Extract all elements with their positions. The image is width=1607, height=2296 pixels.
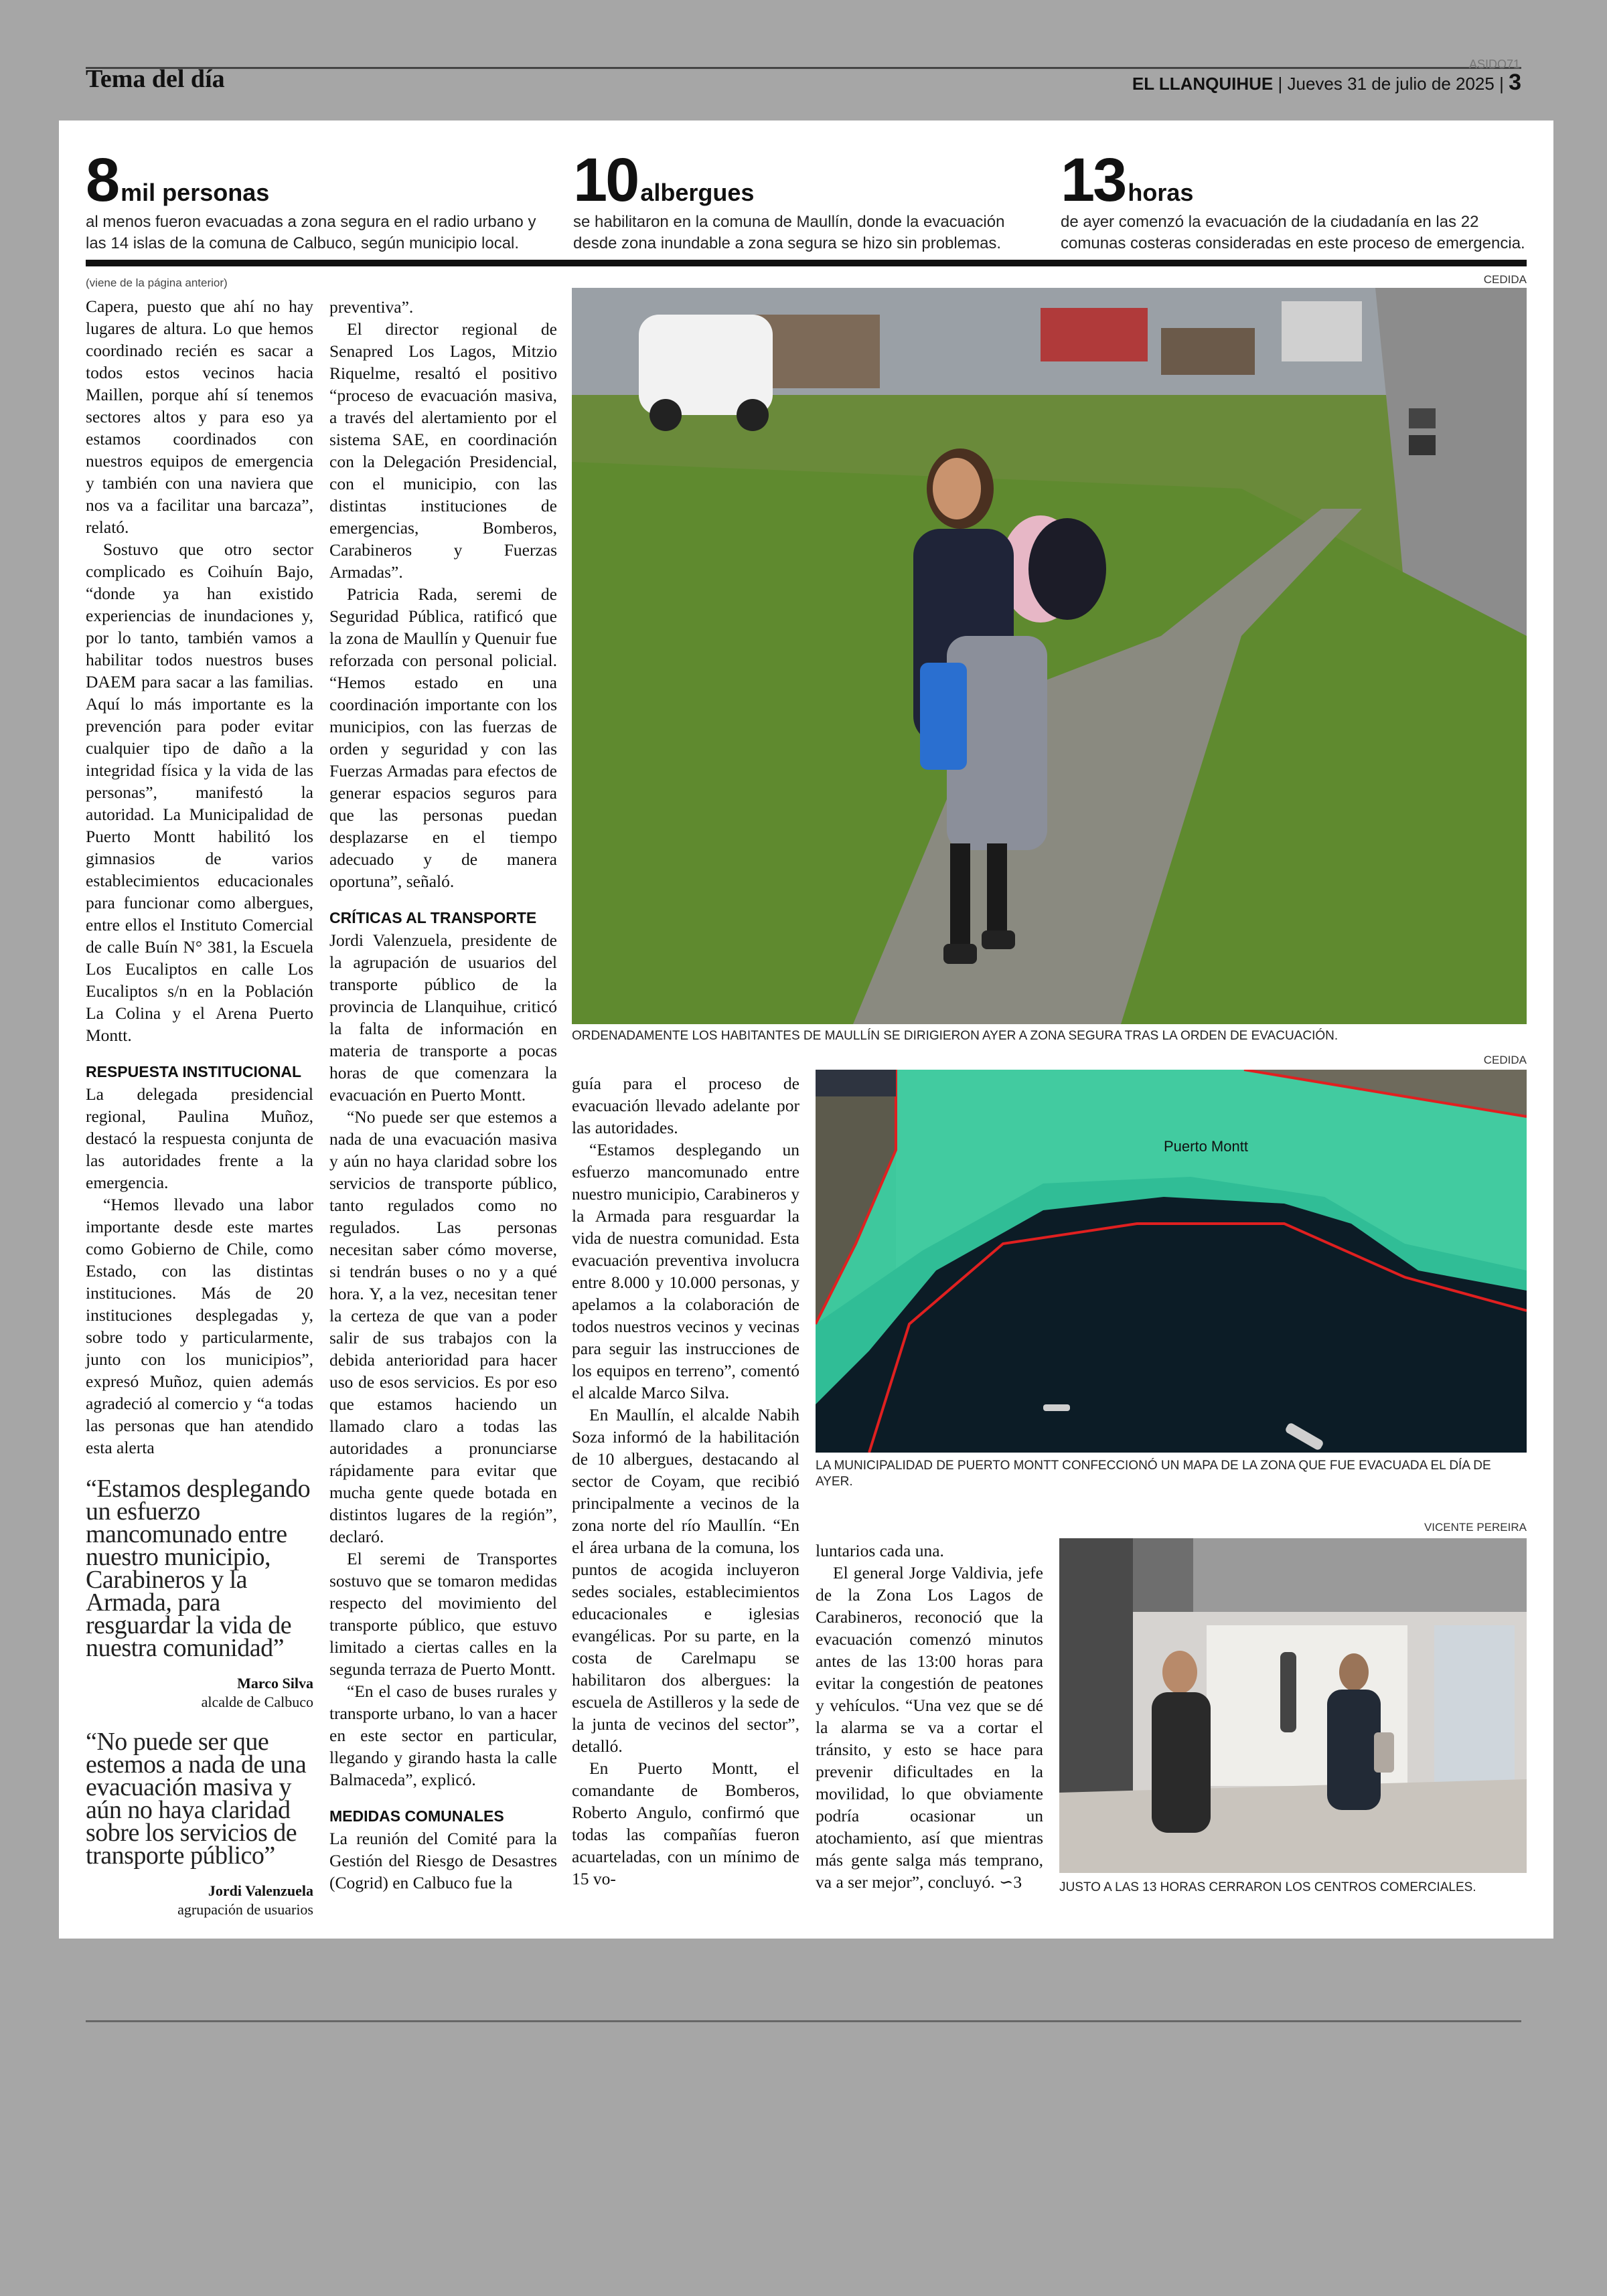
map-city-label: Puerto Montt — [1164, 1138, 1248, 1155]
paragraph: En Puerto Montt, el comandante de Bomberos, Roberto Angulo, confirmó que todas las compañías fueron acuarteladas, con un mínimo de 15 vo- — [572, 1758, 799, 1888]
paragraph: Patricia Rada, seremi de Seguridad Pública, ratificó que la zona de Maullín y Quenuir fue reforzada con personal policial. “Hemos estado en una coordinación importante con los municipios, con las fuerzas de orden y seguridad y con las Fuerzas Armadas para efectos de generar espacios seguros para que las personas puedan desplazarse en el tiempo adecuado y de manera oportuna”, señaló. — [329, 584, 557, 891]
article-column-3 — [572, 1072, 799, 1890]
photo-caption: LA MUNICIPALIDAD DE PUERTO MONTT CONFECCIONÓ UN MAPA DE LA ZONA QUE FUE EVACUADA EL DÍA DE AYER. — [816, 1459, 1491, 1489]
paragraph: guía para el proceso de evacuación llevado adelante por las autoridades. — [572, 1074, 799, 1137]
stat-hours — [1061, 146, 1529, 254]
subheading: MEDIDAS COMUNALES — [329, 1807, 504, 1825]
stat-text: se habilitaron en la comuna de Maullín, donde la evacuación desde zona inundable a zona segura se hizo sin problemas. — [573, 213, 1005, 252]
paragraph: Jordi Valenzuela, presidente de la agrupación de usuarios del transporte público de la provincia de Llanquihue, criticó la falta de información en materia de transporte a pocas horas de que comenzara la evacuación en Puerto Montt. — [329, 930, 557, 1104]
mall-photo-image — [1059, 1538, 1527, 1873]
photo-caption: ORDENADAMENTE LOS HABITANTES DE MAULLÍN SE DIRIGIERON AYER A ZONA SEGURA TRAS LA ORDEN DE EVACUACIÓN. — [572, 1029, 1338, 1043]
photo-credit: CEDIDA — [1483, 1054, 1527, 1066]
stats-divider — [86, 260, 1527, 266]
paragraph: “Estamos desplegando un esfuerzo mancomunado entre nuestro municipio, Carabineros y la Armada para resguardar la vida de nuestra comunidad. Esta evacuación preventiva involucra entre 8.000 y 10.000 personas, y apelamos a la colaboración de todos nuestros vecinos y vecinas para seguir las instrucciones de los equipos en terreno”, comentó el alcalde Marco Silva. — [572, 1140, 799, 1402]
pull-quote: “Estamos desplegando un esfuerzo mancomunado entre nuestro municipio, Carabineros y la Armada, para resguardar la vida de nuestra comunidad” — [86, 1475, 311, 1662]
issue-date: Jueves 31 de julio de 2025 — [1287, 74, 1495, 94]
stat-text: al menos fueron evacuadas a zona segura en el radio urbano y las 14 islas de la comuna de Calbuco, según municipio local. — [86, 213, 536, 252]
paragraph: luntarios cada una. — [816, 1541, 944, 1560]
quote-author: Jordi Valenzuela — [208, 1882, 313, 1899]
article-column-2 — [329, 296, 557, 1894]
paragraph: El general Jorge Valdivia, jefe de la Zona Los Lagos de Carabineros, reconoció que la evacuación comenzó minutos antes de las 13:00 horas para evitar la congestión de peatones y vehículos. “Una vez que se dé la alarma se va a cortar el tránsito, y esto se hace para prevenir dificultades en la movilidad, lo que obviamente podría ocasionar un atochamiento, así que mientras más gente salga más temprano, va a ser mejor”, concluyó. ∽3 — [816, 1563, 1043, 1892]
newspaper-name: EL LLANQUIHUE — [1132, 74, 1274, 94]
subheading: RESPUESTA INSTITUCIONAL — [86, 1063, 302, 1080]
paragraph: Capera, puesto que ahí no hay lugares de altura. Lo que hemos coordinado recién es sacar a todos estos vecinos hacia Maillen, porque ahí sí tenemos sectores altos y para eso ya estamos coordinados con nuestros equipos de emergencia y también con una naviera que nos va a facilitar una barcaza”, relató. — [86, 297, 313, 537]
article-column-1 — [86, 272, 313, 1919]
quote-author: Marco Silva — [237, 1675, 313, 1692]
photo-credit: CEDIDA — [1483, 273, 1527, 286]
stat-unit: albergues — [640, 179, 755, 206]
footer-rule — [86, 2020, 1521, 2022]
newspaper-page — [59, 120, 1553, 1939]
masthead: EL LLANQUIHUE | Jueves 31 de julio de 2025 | 3 — [1132, 70, 1521, 95]
stat-unit: horas — [1128, 179, 1194, 206]
evacuation-map-image — [816, 1070, 1527, 1453]
stat-shelters — [573, 146, 1042, 254]
photo-caption: JUSTO A LAS 13 HORAS CERRARON LOS CENTROS COMERCIALES. — [1059, 1880, 1476, 1894]
evacuation-photo — [572, 288, 1527, 1024]
paragraph: La reunión del Comité para la Gestión del Riesgo de Desastres (Cogrid) en Calbuco fue la — [329, 1829, 557, 1892]
continued-note: (viene de la página anterior) — [86, 276, 228, 289]
evacuation-map — [816, 1070, 1527, 1453]
stat-number: 8 — [86, 146, 119, 214]
pull-quote: “No puede ser que estemos a nada de una evacuación masiva y aún no haya claridad sobre los servicios de transporte público” — [86, 1728, 307, 1870]
stat-number: 13 — [1061, 146, 1126, 214]
page-header — [0, 0, 1607, 120]
mall-photo — [1059, 1538, 1527, 1873]
stat-persons — [86, 146, 554, 254]
paragraph: El seremi de Transportes sostuvo que se tomaron medidas respecto del movimiento del transporte público, que estuvo limitado a ciertas calles en la segunda terraza de Puerto Montt. — [329, 1549, 557, 1679]
stat-number: 10 — [573, 146, 638, 214]
paragraph: “No puede ser que estemos a nada de una evacuación masiva y aún no haya claridad sobre los servicios de transporte público, tanto regulados como no regulados. Las personas necesitan saber cómo moverse, si tendrán buses o no y a qué hora. Y, a la vez, necesitan tener la certeza de que van a poder salir de sus trabajos con la debida anterioridad para hacer uso de esos servicios. Es por eso que estamos haciendo un llamado claro a todas las autoridades a pronunciarse rápidamente para evitar que mucha gente quede botada en distintos lugares de la región”, declaró. — [329, 1107, 557, 1546]
page-number: 3 — [1509, 70, 1521, 95]
section-title: Tema del día — [86, 65, 225, 93]
paragraph: El director regional de Senapred Los Lagos, Mitzio Riquelme, resaltó el positivo “proceso de evacuación masiva, a través del alertamiento por el sistema SAE, en coordinación con la Delegación Presidencial, con el municipio, con las distintas instituciones de emergencias, Bomberos, Carabineros y Fuerzas Armadas”. — [329, 319, 557, 582]
paragraph: En Maullín, el alcalde Nabih Soza informó de la habilitación de 10 albergues, destacando al sector de Coyam, que recibió principalmente a vecinos de la zona norte del río Maullín. “En el área urbana de la comuna, los puntos de acogida incluyeron sedes sociales, establecimientos educacionales e iglesias evangélicas. Por su parte, en la costa de Carelmapu se habilitaron dos albergues: la escuela de Astilleros y la sede de la junta de vecinos del sector”, detalló. — [572, 1405, 799, 1756]
paragraph: preventiva”. — [329, 297, 414, 317]
subheading: CRÍTICAS AL TRANSPORTE — [329, 909, 537, 926]
quote-role: alcalde de Calbuco — [201, 1694, 313, 1710]
evacuation-photo-image — [572, 288, 1527, 1024]
page-stamp: ASIDO71 — [1468, 58, 1520, 71]
paragraph: La delegada presidencial regional, Paulina Muñoz, destacó la respuesta conjunta de las autoridades frente a la emergencia. — [86, 1084, 313, 1192]
stat-unit: mil personas — [121, 179, 270, 206]
photo-credit: VICENTE PEREIRA — [1424, 1521, 1527, 1534]
stats-bar — [86, 146, 1527, 277]
paragraph: Sostuvo que otro sector complicado es Coihuín Bajo, “donde ya han existido experiencias de inundaciones y, por lo tanto, también vamos a habilitar todos nuestros buses DAEM para sacar a las familias. Aquí lo más importante es la prevención para poder evitar cualquier tipo de daño a la integridad física y la vida de las personas”, manifestó la autoridad. La Municipalidad de Puerto Montt habilitó los gimnasios de varios establecimientos educacionales para funcionar como albergues, entre ellos el Instituto Comercial de calle Buín N° 381, la Escuela Los Eucaliptos en calle Los Eucaliptos s/n en la Población La Colina y el Arena Puerto Montt. — [86, 540, 313, 1045]
quote-role: agrupación de usuarios — [177, 1901, 313, 1918]
header-rule — [86, 67, 1521, 69]
article-column-4 — [816, 1540, 1043, 1893]
paragraph: “Hemos llevado una labor importante desde este martes como Gobierno de Chile, como Estado, con las distintas instituciones. Más de 20 instituciones desplegadas y, sobre todo y particularmente, junto con los municipios”, expresó Muñoz, quien además agradeció al comercio y “a todas las personas que han atendido esta alerta — [86, 1195, 313, 1457]
stat-text: de ayer comenzó la evacuación de la ciudadanía en las 22 comunas costeras consideradas en este proceso de emergencia. — [1061, 213, 1525, 252]
paragraph: “En el caso de buses rurales y transporte urbano, lo van a hacer en este sector en particular, llegando y girando hasta la calle Balmaceda”, explicó. — [329, 1682, 557, 1789]
